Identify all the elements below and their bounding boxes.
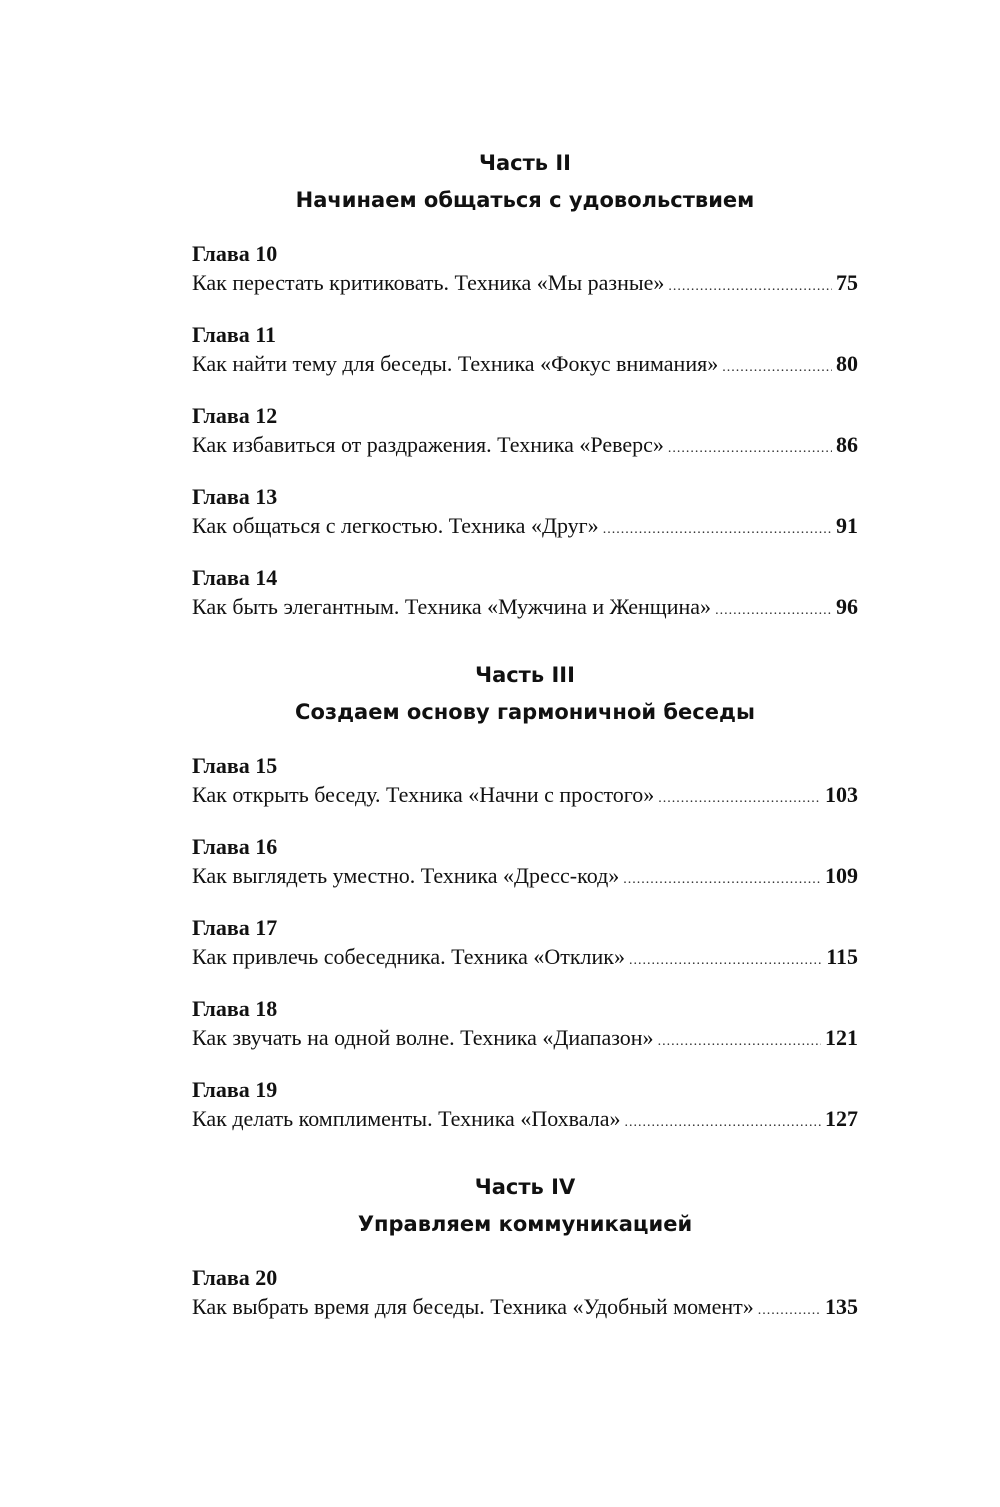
part-label: Часть III xyxy=(475,663,575,687)
chapter-entry[interactable] xyxy=(192,402,858,464)
page-number: 109 xyxy=(825,863,858,888)
dot-leader xyxy=(629,946,822,976)
page-number: 135 xyxy=(825,1294,858,1319)
page-number: 103 xyxy=(825,782,858,807)
chapter-entry[interactable] xyxy=(192,995,858,1057)
chapter-row xyxy=(192,861,858,895)
chapter-row xyxy=(192,1104,858,1138)
page-number: 86 xyxy=(836,432,858,457)
part-title: Начинаем общаться с удовольствием xyxy=(295,188,755,212)
part-label: Часть IV xyxy=(474,1175,576,1199)
chapter-entry[interactable] xyxy=(192,1264,858,1326)
chapter-list xyxy=(192,240,858,626)
dot-leader xyxy=(658,1027,821,1057)
chapter-label: Глава 11 xyxy=(192,322,277,347)
chapter-title: Как открыть беседу. Техника «Начни с простого» xyxy=(192,782,655,807)
chapter-label: Глава 20 xyxy=(192,1265,278,1290)
chapter-title: Как избавиться от раздражения. Техника «Реверс» xyxy=(192,432,664,457)
chapter-label: Глава 18 xyxy=(192,996,278,1021)
page-number: 115 xyxy=(826,944,858,969)
chapter-label: Глава 15 xyxy=(192,753,278,778)
chapter-label: Глава 10 xyxy=(192,241,278,266)
dot-leader xyxy=(715,596,832,626)
chapter-entry[interactable] xyxy=(192,240,858,302)
part-label: Часть II xyxy=(479,151,571,175)
chapter-title: Как быть элегантным. Техника «Мужчина и Женщина» xyxy=(192,594,712,619)
page-number: 75 xyxy=(836,270,858,295)
chapter-entry[interactable] xyxy=(192,1076,858,1138)
chapter-label: Глава 19 xyxy=(192,1077,278,1102)
part-heading xyxy=(192,148,858,215)
chapter-entry[interactable] xyxy=(192,564,858,626)
chapter-row xyxy=(192,430,858,464)
table-of-contents xyxy=(192,148,858,1345)
dot-leader xyxy=(722,353,832,383)
chapter-list xyxy=(192,1264,858,1326)
chapter-row xyxy=(192,349,858,383)
page-number: 127 xyxy=(825,1106,858,1131)
page-number: 121 xyxy=(825,1025,858,1050)
part-title: Создаем основу гармоничной беседы xyxy=(295,700,755,724)
chapter-row xyxy=(192,1023,858,1057)
chapter-entry[interactable] xyxy=(192,483,858,545)
chapter-title: Как выглядеть уместно. Техника «Дресс-код» xyxy=(192,863,620,888)
chapter-label: Глава 13 xyxy=(192,484,278,509)
chapter-label: Глава 16 xyxy=(192,834,278,859)
dot-leader xyxy=(758,1296,821,1326)
dot-leader xyxy=(668,434,832,464)
chapter-label: Глава 17 xyxy=(192,915,278,940)
chapter-row xyxy=(192,942,858,976)
chapter-row xyxy=(192,268,858,302)
dot-leader xyxy=(668,272,832,302)
chapter-title: Как звучать на одной волне. Техника «Диапазон» xyxy=(192,1025,654,1050)
page-number: 80 xyxy=(836,351,858,376)
part-heading xyxy=(192,660,858,727)
page-number: 91 xyxy=(836,513,858,538)
chapter-title: Как найти тему для беседы. Техника «Фокус внимания» xyxy=(192,351,719,376)
dot-leader xyxy=(603,515,832,545)
chapter-title: Как общаться с легкостью. Техника «Друг» xyxy=(192,513,599,538)
chapter-row xyxy=(192,511,858,545)
chapter-label: Глава 14 xyxy=(192,565,278,590)
chapter-entry[interactable] xyxy=(192,914,858,976)
chapter-row xyxy=(192,592,858,626)
part-title: Управляем коммуникацией xyxy=(357,1212,693,1236)
chapter-label: Глава 12 xyxy=(192,403,278,428)
dot-leader xyxy=(623,865,821,895)
chapter-entry[interactable] xyxy=(192,752,858,814)
chapter-title: Как перестать критиковать. Техника «Мы разные» xyxy=(192,270,665,295)
dot-leader xyxy=(624,1108,821,1138)
part-heading xyxy=(192,1172,858,1239)
chapter-entry[interactable] xyxy=(192,321,858,383)
chapter-title: Как привлечь собеседника. Техника «Отклик» xyxy=(192,944,625,969)
chapter-list xyxy=(192,752,858,1138)
chapter-row xyxy=(192,1292,858,1326)
chapter-row xyxy=(192,780,858,814)
chapter-title: Как выбрать время для беседы. Техника «Удобный момент» xyxy=(192,1294,754,1319)
chapter-entry[interactable] xyxy=(192,833,858,895)
dot-leader xyxy=(658,784,821,814)
page-number: 96 xyxy=(836,594,858,619)
chapter-title: Как делать комплименты. Техника «Похвала» xyxy=(192,1106,621,1131)
